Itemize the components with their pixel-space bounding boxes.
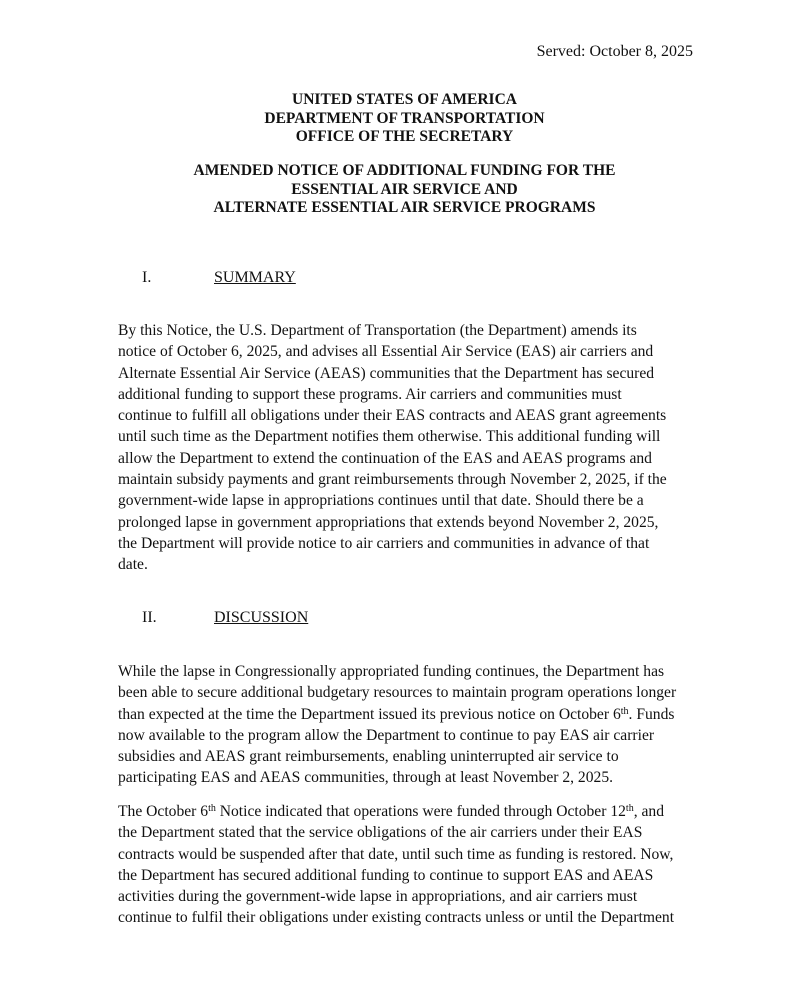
- paragraph-line: government-wide lapse in appropriations continues until that date. Should there be a: [118, 492, 644, 510]
- line-text: , and: [633, 803, 665, 820]
- paragraph-line: additional funding to support these programs. Air carriers and communities must: [118, 385, 622, 403]
- paragraph-line: Alternate Essential Air Service (AEAS) communities that the Department has secured: [118, 364, 655, 382]
- section-title: DISCUSSION: [214, 609, 309, 626]
- paragraph-line: the Department stated that the service obligations of the air carriers under their EAS: [118, 824, 643, 842]
- section-number: I.: [142, 269, 152, 286]
- ordinal-suffix: th: [208, 803, 216, 814]
- summary-paragraph: [118, 320, 667, 576]
- section-heading-summary: [142, 268, 296, 288]
- agency-line-country: UNITED STATES OF AMERICA: [292, 91, 517, 108]
- section-number: II.: [142, 609, 157, 626]
- agency-line-office: OFFICE OF THE SECRETARY: [295, 128, 514, 145]
- paragraph-line: the Department will provide notice to air carriers and communities in advance of that: [118, 534, 650, 552]
- paragraph-line: subsidies and AEAS grant reimbursements, enabling uninterrupted air service to: [118, 748, 619, 766]
- served-date: Served: October 8, 2025: [536, 43, 693, 60]
- paragraph-line: By this Notice, the U.S. Department of Transportation (the Department) amends its: [118, 322, 637, 339]
- section-title: SUMMARY: [214, 269, 296, 286]
- paragraph-line: While the lapse in Congressionally appropriated funding continues, the Department has: [118, 663, 665, 680]
- paragraph-line: until such time as the Department notifies them otherwise. This additional funding will: [118, 428, 661, 446]
- paragraph-line: the Department has secured additional funding to continue to support EAS and AEAS: [118, 866, 654, 884]
- notice-title-line: AMENDED NOTICE OF ADDITIONAL FUNDING FOR THE: [193, 162, 616, 179]
- discussion-paragraph-2: [118, 801, 674, 929]
- line-text: . Funds: [628, 705, 675, 723]
- notice-title-line: ALTERNATE ESSENTIAL AIR SERVICE PROGRAMS: [213, 199, 596, 216]
- paragraph-line: continue to fulfill all obligations under their EAS contracts and AEAS grant agreements: [118, 407, 667, 425]
- paragraph-line: been able to secure additional budgetary resources to maintain program operations longer: [118, 684, 677, 702]
- paragraph-line: allow the Department to extend the continuation of the EAS and AEAS programs and: [118, 449, 652, 467]
- line-text: than expected at the time the Department issued its previous notice on October 6: [118, 705, 621, 723]
- paragraph-line: [118, 801, 674, 822]
- paragraph-line: [118, 704, 676, 725]
- agency-line-department: DEPARTMENT OF TRANSPORTATION: [264, 109, 545, 127]
- paragraph-line: now available to the program allow the Department to continue to pay EAS air carrier: [118, 726, 655, 744]
- paragraph-line: activities during the government-wide lapse in appropriations, and air carriers must: [118, 888, 638, 906]
- agency-header: [0, 91, 809, 147]
- section-heading-discussion: [142, 608, 308, 628]
- paragraph-line: prolonged lapse in government appropriations that extends beyond November 2, 2025,: [118, 513, 659, 531]
- notice-title-line: ESSENTIAL AIR SERVICE AND: [291, 180, 518, 198]
- line-text: The October 6: [118, 803, 209, 820]
- ordinal-suffix: th: [625, 803, 634, 814]
- line-text: Notice indicated that operations were funded through October 12: [215, 803, 626, 820]
- paragraph-line: date.: [118, 556, 148, 574]
- paragraph-line: participating EAS and AEAS communities, through at least November 2, 2025.: [118, 769, 614, 787]
- notice-title: [0, 162, 809, 218]
- discussion-paragraph-1: [118, 661, 676, 789]
- paragraph-line: contracts would be suspended after that date, until such time as funding is restored. Now,: [118, 845, 674, 863]
- paragraph-line: continue to fulfil their obligations under existing contracts unless or until the Department: [118, 909, 675, 927]
- paragraph-line: notice of October 6, 2025, and advises all Essential Air Service (EAS) air carriers and: [118, 343, 654, 361]
- ordinal-suffix: th: [620, 705, 629, 717]
- paragraph-line: maintain subsidy payments and grant reimbursements through November 2, 2025, if the: [118, 471, 667, 489]
